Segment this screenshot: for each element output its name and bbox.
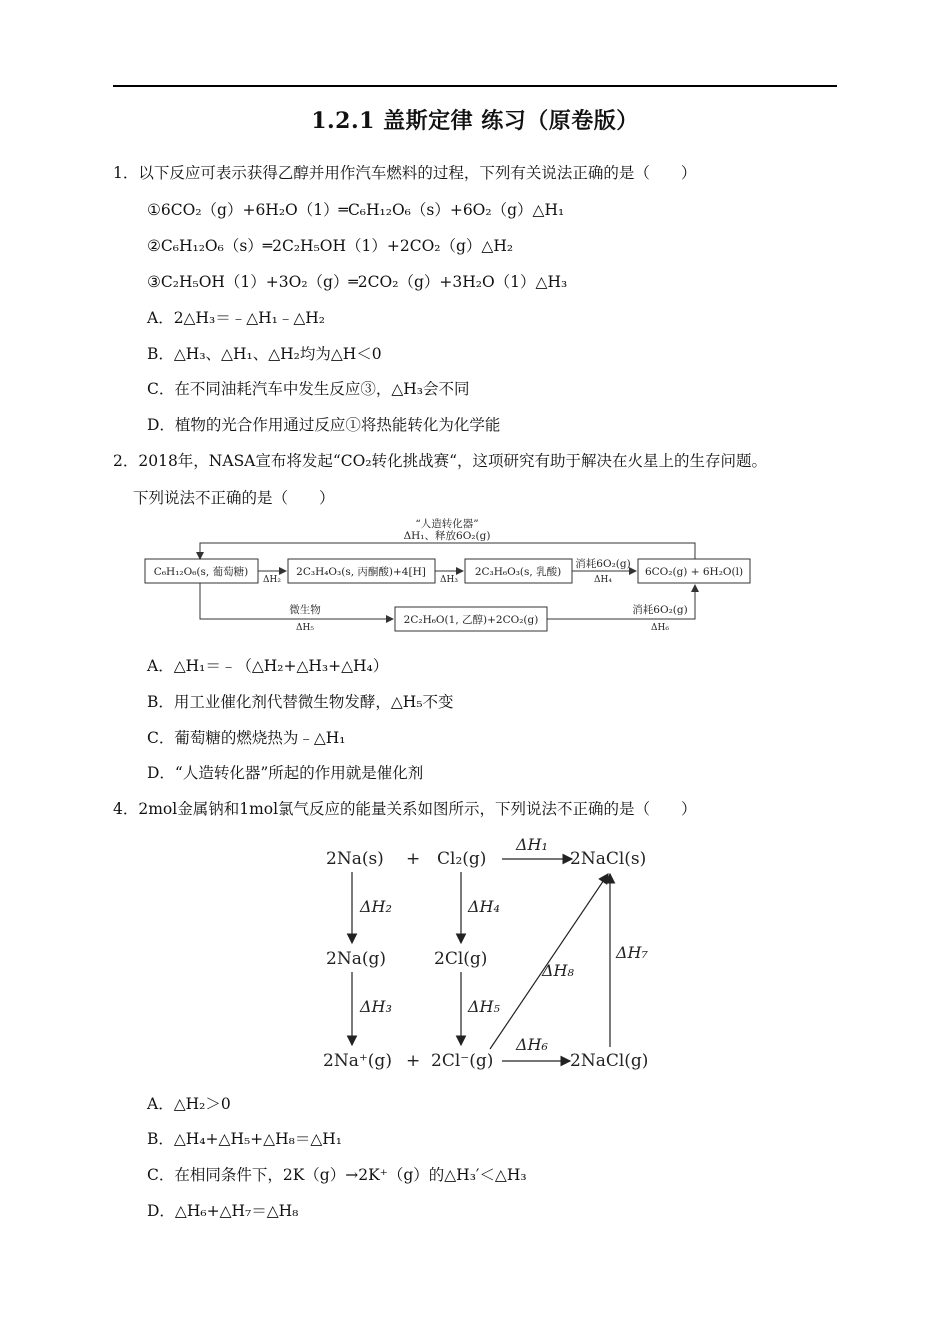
label-h4: ΔH₄ xyxy=(468,897,500,916)
q4-option-b: B．△H₄+△H₅+△H₈＝△H₁ xyxy=(147,1130,342,1148)
label-dh6: ΔH₆ xyxy=(651,623,669,633)
label-dh5: ΔH₅ xyxy=(296,623,314,633)
q2-option-c: C．葡萄糖的燃烧热为﹣△H₁ xyxy=(147,729,346,747)
q1-reaction-2: ②C₆H₁₂O₆（s）═2C₂H₅OH（1）+2CO₂（g）△H₂ xyxy=(147,237,514,255)
box-products-label: 6CO₂(g) + 6H₂O(l) xyxy=(644,566,744,578)
header-rule xyxy=(113,85,837,87)
species-cl2-g: Cl₂(g) xyxy=(437,849,487,869)
top-label-2: ΔH₁、释放6O₂(g) xyxy=(403,530,491,542)
species-nacl-s: 2NaCl(s) xyxy=(570,849,647,869)
box-glucose-label: C₆H₁₂O₆(s, 葡萄糖) xyxy=(153,566,249,578)
q2-option-d: D．“人造转化器”所起的作用就是催化剂 xyxy=(147,764,424,782)
label-consume-bottom: 消耗6O₂(g) xyxy=(632,604,688,616)
label-h8: ΔH₈ xyxy=(542,961,574,980)
q2-stem-2: 下列说法不正确的是（ ） xyxy=(133,489,335,507)
label-consume-top: 消耗6O₂(g) xyxy=(575,558,631,570)
q1-reaction-3: ③C₂H₅OH（1）+3O₂（g）═2CO₂（g）+3H₂O（1）△H₃ xyxy=(147,273,568,291)
box-pyruvate-label: 2C₃H₄O₃(s, 丙酮酸)+4[H] xyxy=(296,566,426,578)
label-dh3: ΔH₃ xyxy=(440,575,458,585)
q4-option-a: A．△H₂＞0 xyxy=(147,1095,231,1113)
species-na-g: 2Na(g) xyxy=(326,949,386,969)
plus-bottom: + xyxy=(406,1051,421,1071)
q4-option-c: C．在相同条件下，2K（g）→2K⁺（g）的△H₃′＜△H₃ xyxy=(147,1166,527,1184)
box-ethanol-label: 2C₂H₆O(1, 乙醇)+2CO₂(g) xyxy=(403,614,539,626)
label-h6: ΔH₆ xyxy=(516,1035,548,1054)
q4-energy-diagram xyxy=(310,830,660,1075)
species-nacl-g: 2NaCl(g) xyxy=(570,1051,649,1071)
q2-flow-diagram xyxy=(140,516,760,634)
q4-option-d: D．△H₆+△H₇＝△H₈ xyxy=(147,1202,299,1220)
q2-stem: 2．2018年，NASA宣布将发起“CO₂转化挑战赛“，这项研究有助于解决在火星上的生存问题。 xyxy=(113,452,768,470)
label-h1: ΔH₁ xyxy=(516,835,548,854)
q1-option-c: C．在不同油耗汽车中发生反应③，△H₃会不同 xyxy=(147,380,470,398)
label-h7: ΔH₇ xyxy=(616,943,648,962)
q4-stem: 4．2mol金属钠和1mol氯气反应的能量关系如图所示，下列说法不正确的是（ ） xyxy=(113,800,697,818)
label-h3: ΔH₃ xyxy=(360,997,392,1016)
label-h2: ΔH₂ xyxy=(360,897,392,916)
label-dh4: ΔH₄ xyxy=(594,575,612,585)
species-na-ion: 2Na⁺(g) xyxy=(323,1051,392,1071)
arrow-top-loop xyxy=(200,543,695,559)
q1-stem: 1．以下反应可表示获得乙醇并用作汽车燃料的过程，下列有关说法正确的是（ ） xyxy=(113,164,697,182)
label-microbe: 微生物 xyxy=(289,604,321,616)
species-cl-ion: 2Cl⁻(g) xyxy=(431,1051,494,1071)
q1-reaction-1: ①6CO₂（g）+6H₂O（1）═C₆H₁₂O₆（s）+6O₂（g）△H₁ xyxy=(147,201,565,219)
label-h5: ΔH₅ xyxy=(468,997,500,1016)
species-na-s: 2Na(s) xyxy=(326,849,384,869)
q2-option-b: B．用工业催化剂代替微生物发酵，△H₅不变 xyxy=(147,693,454,711)
q2-option-a: A．△H₁＝﹣（△H₂+△H₃+△H₄） xyxy=(147,657,389,675)
q1-option-a: A．2△H₃＝﹣△H₁﹣△H₂ xyxy=(147,309,326,327)
q1-option-b: B．△H₃、△H₁、△H₂均为△H＜0 xyxy=(147,345,382,363)
species-cl-g: 2Cl(g) xyxy=(434,949,488,969)
page-title: 1.2.1 盖斯定律 练习（原卷版） xyxy=(311,108,639,134)
q1-option-d: D．植物的光合作用通过反应①将热能转化为化学能 xyxy=(147,416,501,434)
box-lactate-label: 2C₃H₆O₃(s, 乳酸) xyxy=(474,566,562,578)
plus-top: + xyxy=(406,849,421,869)
top-label-1: “人造转化器” xyxy=(415,518,479,530)
label-dh2: ΔH₂ xyxy=(263,575,281,585)
